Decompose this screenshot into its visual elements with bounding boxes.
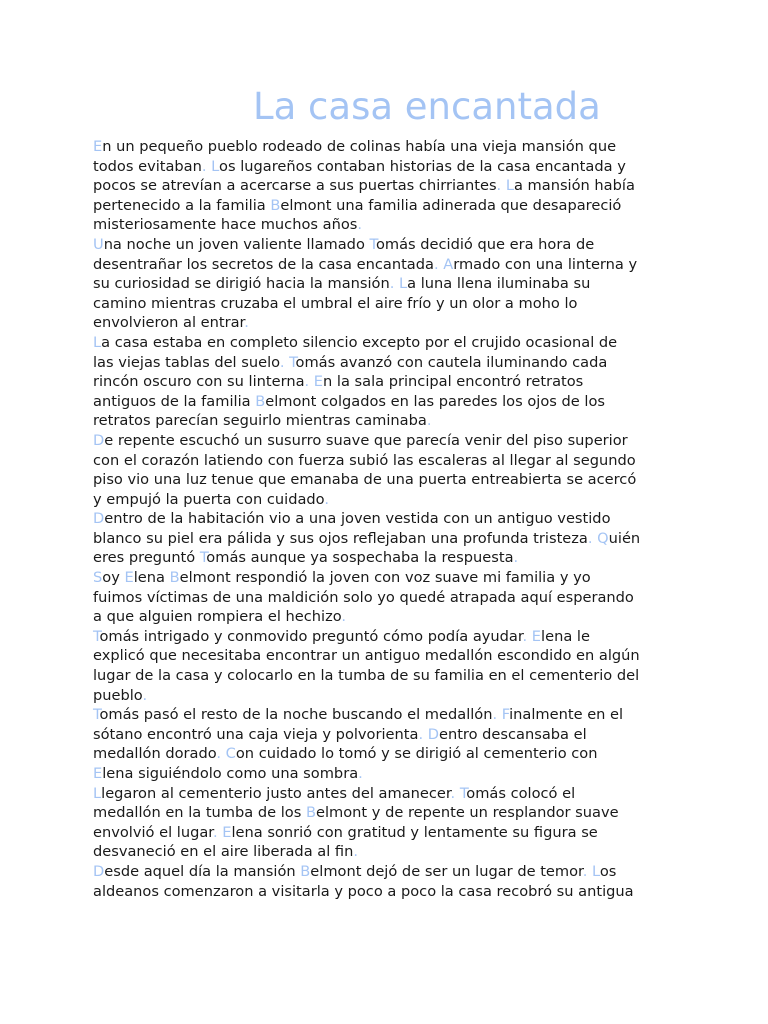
text-line: pocos se atrevían a acercarse a sus puertas chirriantes. La mansión había	[93, 177, 635, 195]
text-line: con el corazón latiendo con fuerza subió las escaleras al llegar al segundo	[93, 451, 636, 469]
text-line: explicó que necesitaba encontrar un antiguo medallón escondido en algún	[93, 647, 640, 665]
document-title: La casa encantada	[253, 85, 601, 128]
document-body	[93, 137, 693, 901]
text-line: De repente escuchó un susurro suave que parecía venir del piso superior	[93, 431, 628, 449]
text-line: medallón en la tumba de los Belmont y de repente un resplandor suave	[93, 804, 619, 822]
text-line: y empujó la puerta con cuidado.	[93, 490, 329, 508]
text-line: pueblo.	[93, 686, 148, 704]
text-line: todos evitaban. Los lugareños contaban historias de la casa encantada y	[93, 157, 626, 175]
text-line: a que alguien rompiera el hechizo.	[93, 608, 347, 626]
text-line: camino mientras cruzaba el umbral el aire frío y un olor a moho lo	[93, 294, 578, 312]
text-line: aldeanos comenzaron a visitarla y poco a poco la casa recobró su antigua	[93, 882, 634, 900]
text-line: su curiosidad se dirigió hacia la mansión. La luna llena iluminaba su	[93, 275, 591, 293]
text-line: misteriosamente hace muchos años.	[93, 216, 362, 234]
text-line: fuimos víctimas de una maldición solo yo quedé atrapada aquí esperando	[93, 588, 634, 606]
text-line: Tomás pasó el resto de la noche buscando el medallón. Finalmente en el	[93, 706, 624, 724]
text-line: Dentro de la habitación vio a una joven vestida con un antiguo vestido	[93, 510, 611, 528]
text-line: envolvieron al entrar.	[93, 314, 249, 332]
text-line: eres preguntó Tomás aunque ya sospechaba la respuesta.	[93, 549, 519, 567]
text-line: blanco su piel era pálida y sus ojos reflejaban una profunda tristeza. Quién	[93, 529, 641, 547]
text-line: desentrañar los secretos de la casa encantada. Armado con una linterna y	[93, 255, 638, 273]
text-line: lugar de la casa y colocarlo en la tumba de su familia en el cementerio del	[93, 667, 640, 685]
text-line: Desde aquel día la mansión Belmont dejó de ser un lugar de temor. Los	[93, 862, 617, 880]
text-line: retratos parecían seguirlo mientras caminaba.	[93, 412, 432, 430]
text-line: Una noche un joven valiente llamado Tomás decidió que era hora de	[93, 235, 595, 253]
text-line: Llegaron al cementerio justo antes del amanecer. Tomás colocó el	[93, 784, 576, 802]
text-line: piso vio una luz tenue que emanaba de una puerta entreabierta se acercó	[93, 471, 637, 489]
text-line: Elena siguiéndolo como una sombra.	[93, 765, 363, 782]
text-line: Soy Elena Belmont respondió la joven con voz suave mi familia y yo	[93, 569, 591, 587]
text-line: pertenecido a la familia Belmont una familia adinerada que desapareció	[93, 196, 622, 214]
text-line: En un pequeño pueblo rodeado de colinas había una vieja mansión que	[93, 138, 617, 155]
text-line: las viejas tablas del suelo. Tomás avanzó con cautela iluminando cada	[93, 353, 608, 371]
text-line: La casa estaba en completo silencio excepto por el crujido ocasional de	[93, 333, 618, 351]
text-line: rincón oscuro con su linterna. En la sala principal encontró retratos	[93, 373, 584, 391]
text-line: Tomás intrigado y conmovido preguntó cómo podía ayudar. Elena le	[93, 627, 590, 645]
text-line: sótano encontró una caja vieja y polvorienta. Dentro descansaba el	[93, 725, 587, 743]
text-line: antiguos de la familia Belmont colgados en las paredes los ojos de los	[93, 392, 605, 410]
text-line: envolvió el lugar. Elena sonrió con gratitud y lentamente su figura se	[93, 823, 598, 841]
text-line: desvaneció en el aire liberada al fin.	[93, 843, 358, 861]
text-line: medallón dorado. Con cuidado lo tomó y se dirigió al cementerio con	[93, 745, 598, 763]
